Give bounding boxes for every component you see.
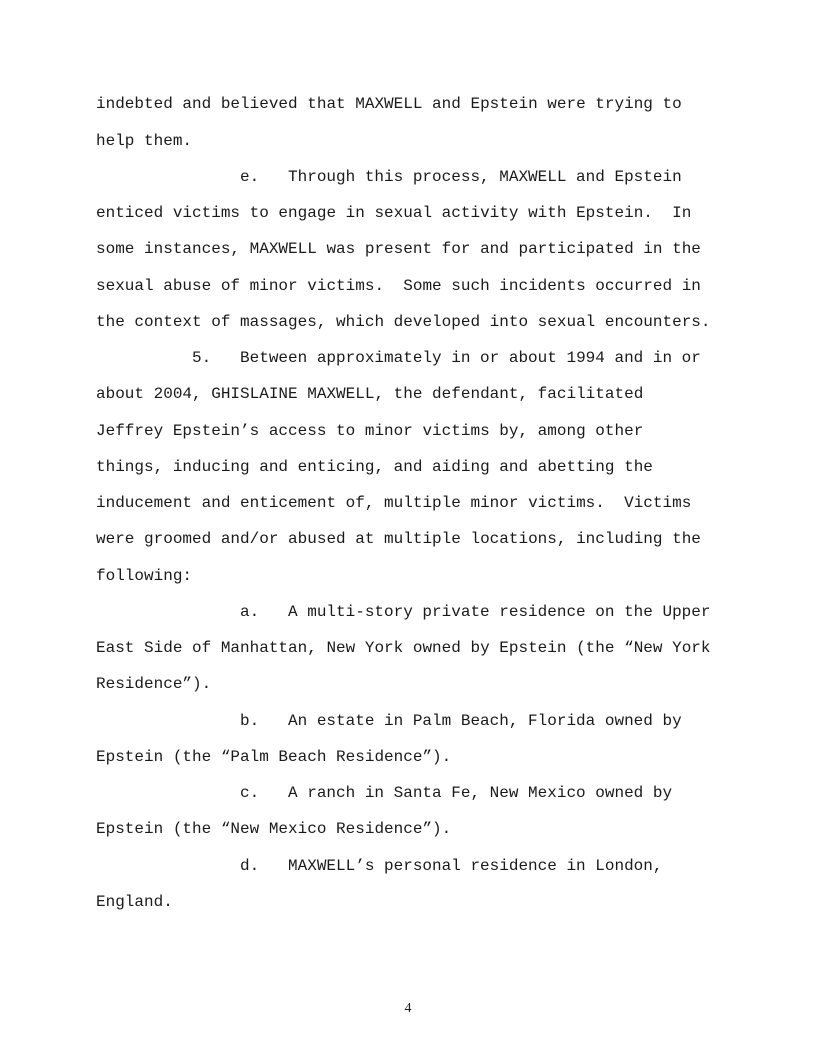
text-line: b. An estate in Palm Beach, Florida owned by [240, 712, 682, 730]
text-line: inducement and enticement of, multiple minor victims. Victims [96, 494, 692, 512]
text-line: c. A ranch in Santa Fe, New Mexico owned by [240, 784, 673, 802]
text-line: Residence”). [96, 675, 212, 693]
text-line: the context of massages, which developed into sexual encounters. [96, 313, 711, 331]
text-line: d. MAXWELL’s personal residence in London, [240, 857, 663, 875]
text-line: indebted and believed that MAXWELL and Epstein were trying to [96, 95, 682, 113]
text-line: enticed victims to engage in sexual activity with Epstein. In [96, 204, 692, 222]
text-line: about 2004, GHISLAINE MAXWELL, the defendant, facilitated [96, 385, 644, 403]
text-line: help them. [96, 132, 193, 150]
text-line: Epstein (the “Palm Beach Residence”). [96, 748, 452, 766]
text-line: 5. Between approximately in or about 1994 and in or [192, 349, 701, 367]
text-line: Jeffrey Epstein’s access to minor victims by, among other [96, 422, 644, 440]
text-line: were groomed and/or abused at multiple locations, including the [96, 530, 701, 548]
text-line: some instances, MAXWELL was present for and participated in the [96, 240, 701, 258]
text-line: East Side of Manhattan, New York owned by Epstein (the “New York [96, 639, 711, 657]
text-line: following: [96, 567, 193, 585]
page-number: 4 [404, 1001, 412, 1016]
text-line: e. Through this process, MAXWELL and Epstein [240, 168, 682, 186]
text-line: sexual abuse of minor victims. Some such incidents occurred in [96, 277, 701, 295]
text-line: England. [96, 893, 173, 911]
text-line: a. A multi-story private residence on the Upper [240, 603, 711, 621]
text-line: Epstein (the “New Mexico Residence”). [96, 820, 452, 838]
text-line: things, inducing and enticing, and aiding and abetting the [96, 458, 653, 476]
